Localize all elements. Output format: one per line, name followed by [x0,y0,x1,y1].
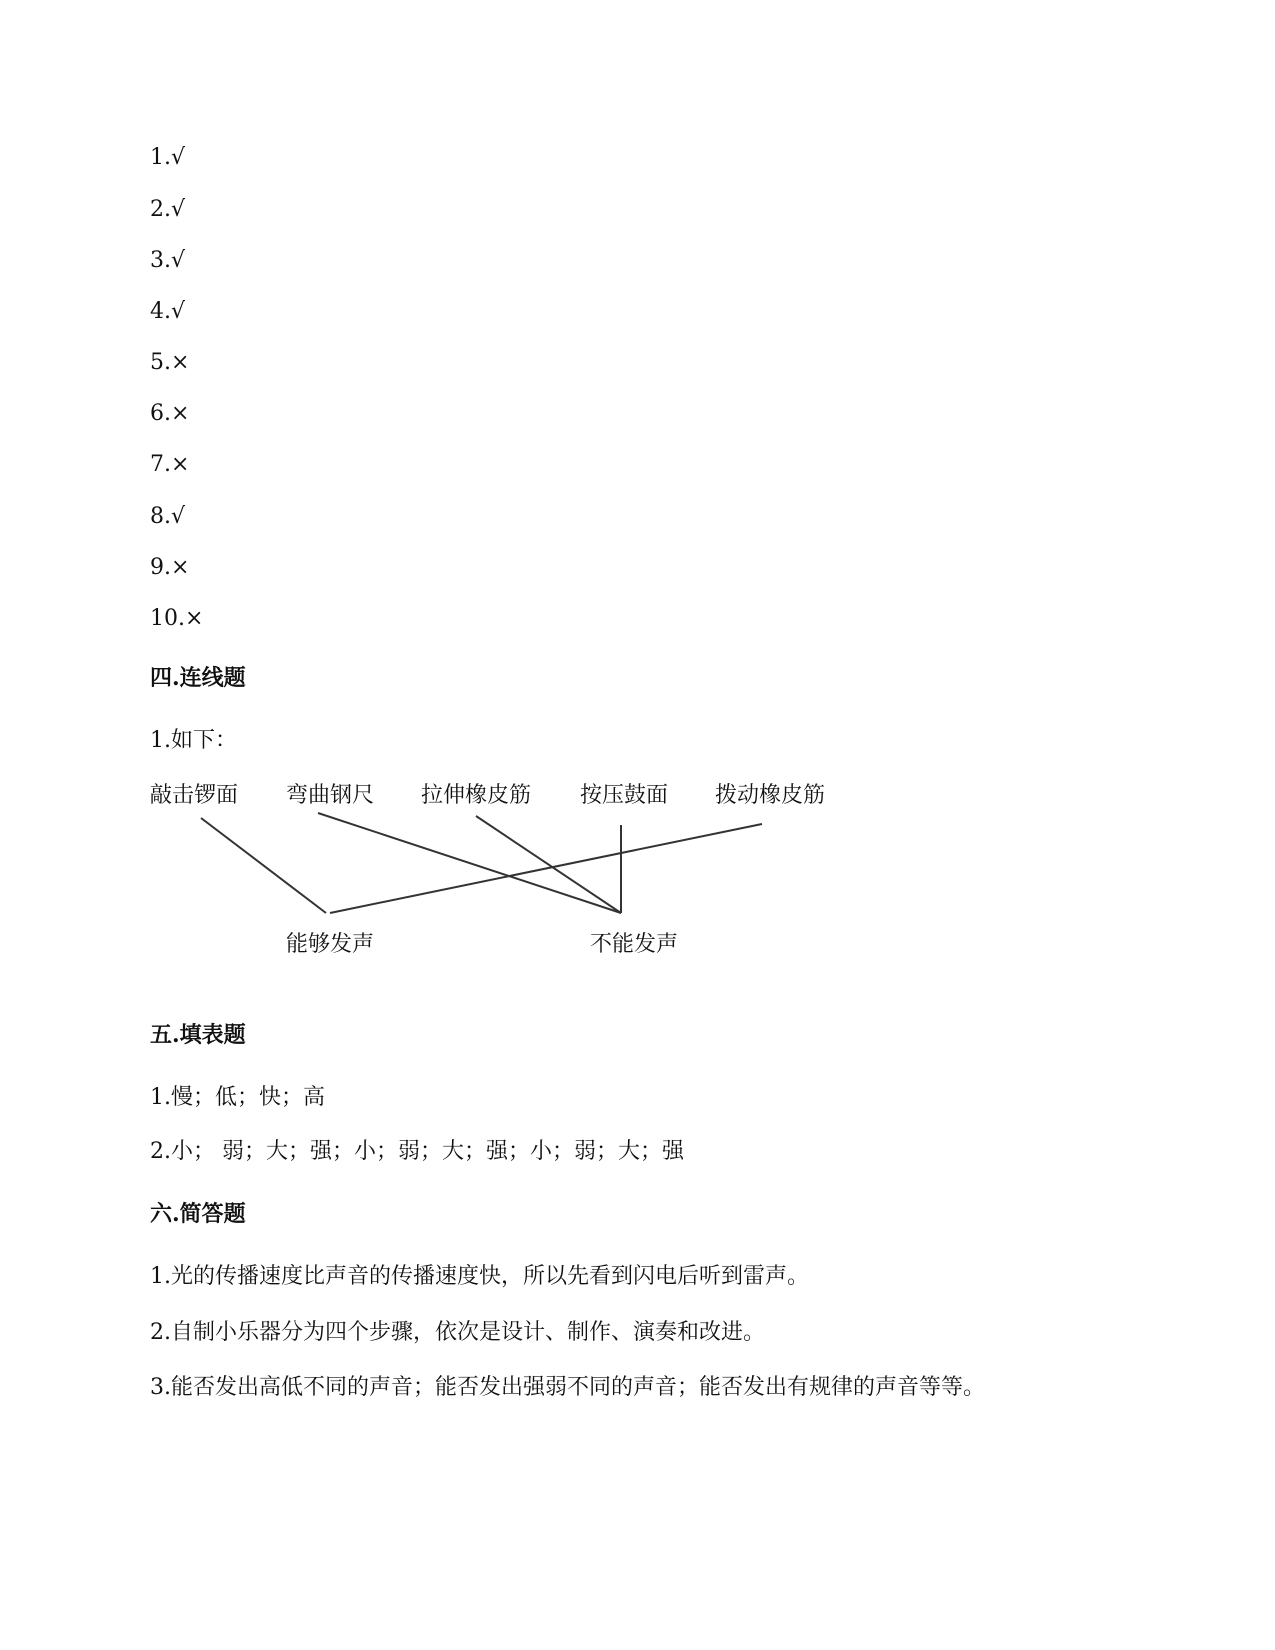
top-item-press-drum: 按压鼓面 [580,783,669,808]
section-heading-short-answer: 六.简答题 [150,1201,246,1227]
bottom-item-cannot-make-sound: 不能发声 [590,932,679,957]
connection-line-1 [201,818,326,913]
judgement-answer-3: 3.√ [150,248,186,273]
matching-question-1: 1.如下： [150,728,237,753]
judgement-answer-1: 1.√ [150,145,186,170]
judgement-answer-8: 8.√ [150,504,186,529]
fill-table-answer-2: 2.小； 弱；大；强；小；弱；大；强；小；弱；大；强 [150,1139,684,1164]
judgement-answer-5: 5.× [150,350,190,375]
judgement-answer-6: 6.× [150,401,190,426]
top-item-strike-gong: 敲击锣面 [150,783,239,808]
bottom-item-can-make-sound: 能够发声 [286,932,375,957]
short-answer-1: 1.光的传播速度比声音的传播速度快，所以先看到闪电后听到雷声。 [150,1264,809,1289]
fill-table-answer-1: 1.慢；低；快；高 [150,1085,325,1110]
judgement-answer-10: 10.× [150,606,204,631]
judgement-answer-4: 4.√ [150,299,186,324]
short-answer-2: 2.自制小乐器分为四个步骤，依次是设计、制作、演奏和改进。 [150,1320,765,1345]
section-heading-matching: 四.连线题 [150,665,246,691]
short-answer-3: 3.能否发出高低不同的声音；能否发出强弱不同的声音；能否发出有规律的声音等等。 [150,1375,985,1400]
judgement-answer-7: 7.× [150,452,190,477]
top-item-bend-ruler: 弯曲钢尺 [286,783,375,808]
judgement-answer-9: 9.× [150,555,190,580]
top-item-stretch-rubber-band: 拉伸橡皮筋 [421,783,532,808]
section-heading-fill-table: 五.填表题 [150,1022,246,1048]
top-item-pluck-rubber-band: 拨动橡皮筋 [715,783,826,808]
judgement-answer-2: 2.√ [150,197,186,222]
connection-line-3 [476,816,621,913]
